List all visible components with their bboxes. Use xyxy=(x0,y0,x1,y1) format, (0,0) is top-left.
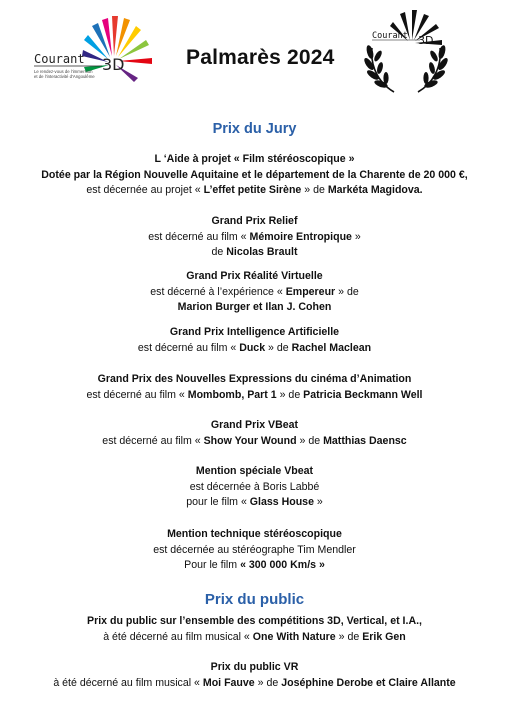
award-title: Grand Prix Réalité Virtuelle xyxy=(186,270,323,282)
award-title: Grand Prix VBeat xyxy=(210,419,299,431)
laurel-wreath-icon xyxy=(363,44,450,92)
award-recipient: est décernée au projet « L’effet petite Sirène » de Markéta Magidova. xyxy=(86,184,423,196)
award-film: est décerné au film « Mémoire Entropique » xyxy=(148,230,361,243)
award-recipient: est décernée à Boris Labbé xyxy=(189,480,320,493)
section-title-jury: Prix du Jury xyxy=(212,121,297,137)
award-title: Grand Prix des Nouvelles Expressions du cinéma d’Animation xyxy=(97,373,412,385)
award-grand-prix-ia xyxy=(0,325,509,356)
award-film: est décerné au film « Mombomb, Part 1 » de Patricia Beckmann Well xyxy=(86,388,423,401)
award-film: à été décerné au film musical « Moi Fauve » de Joséphine Derobe et Claire Allante xyxy=(53,676,456,689)
award-film: Pour le film « 300 000 Km/s » xyxy=(184,559,325,571)
award-grand-prix-vr xyxy=(0,269,509,316)
award-title: Prix du public sur l’ensemble des compétitions 3D, Vertical, et I.A., xyxy=(87,615,422,627)
logo-tagline: Le rendez-vous de l’immersion xyxy=(34,69,93,74)
award-title: Prix du public VR xyxy=(210,661,299,673)
award-film: est décerné au film « Duck » de Rachel Maclean xyxy=(137,341,372,354)
award-film: pour le film « Glass House » xyxy=(186,496,323,508)
award-prix-public xyxy=(0,614,509,645)
award-title: L ‘Aide à projet « Film stéréoscopique » xyxy=(154,153,355,165)
award-title: Grand Prix Relief xyxy=(211,215,298,227)
award-prix-public-vr xyxy=(0,660,509,691)
award-mention-vbeat xyxy=(0,464,509,511)
logo-name: Courant xyxy=(34,52,85,66)
award-title: Mention spéciale Vbeat xyxy=(195,465,314,477)
award-film: à été décerné au film musical « One With Nature » de Erik Gen xyxy=(103,630,406,643)
award-grand-prix-animation xyxy=(0,372,509,403)
award-grand-prix-relief xyxy=(0,214,509,261)
logo-tagline: et de l’interactivité d’Angoulême xyxy=(34,74,95,79)
courant-3d-logo xyxy=(28,12,168,86)
logo-name: Courant xyxy=(372,31,408,41)
award-aide-projet xyxy=(0,152,509,199)
section-title-public: Prix du public xyxy=(204,591,305,608)
award-film: est décerné au film « Show Your Wound » de Matthias Daensc xyxy=(102,434,407,447)
award-title: Mention technique stéréoscopique xyxy=(167,528,342,540)
logo-mark: 3D xyxy=(102,55,125,74)
award-recipient: est décernée au stéréographe Tim Mendler xyxy=(153,543,356,556)
award-title: Grand Prix Intelligence Artificielle xyxy=(169,326,340,338)
logo-mark: 3D xyxy=(418,34,434,47)
page-title: Palmarès 2024 xyxy=(186,46,335,69)
laurel-logo xyxy=(358,8,454,96)
award-film: est décerné à l’expérience « Empereur » de xyxy=(150,285,359,298)
award-grand-prix-vbeat xyxy=(0,418,509,449)
award-recipient: de Nicolas Brault xyxy=(211,246,298,258)
award-recipient: Marion Burger et Ilan J. Cohen xyxy=(177,301,332,313)
award-funding: Dotée par la Région Nouvelle Aquitaine et le département de la Charente de 20 000 €, xyxy=(41,168,468,181)
award-mention-technique xyxy=(0,527,509,574)
